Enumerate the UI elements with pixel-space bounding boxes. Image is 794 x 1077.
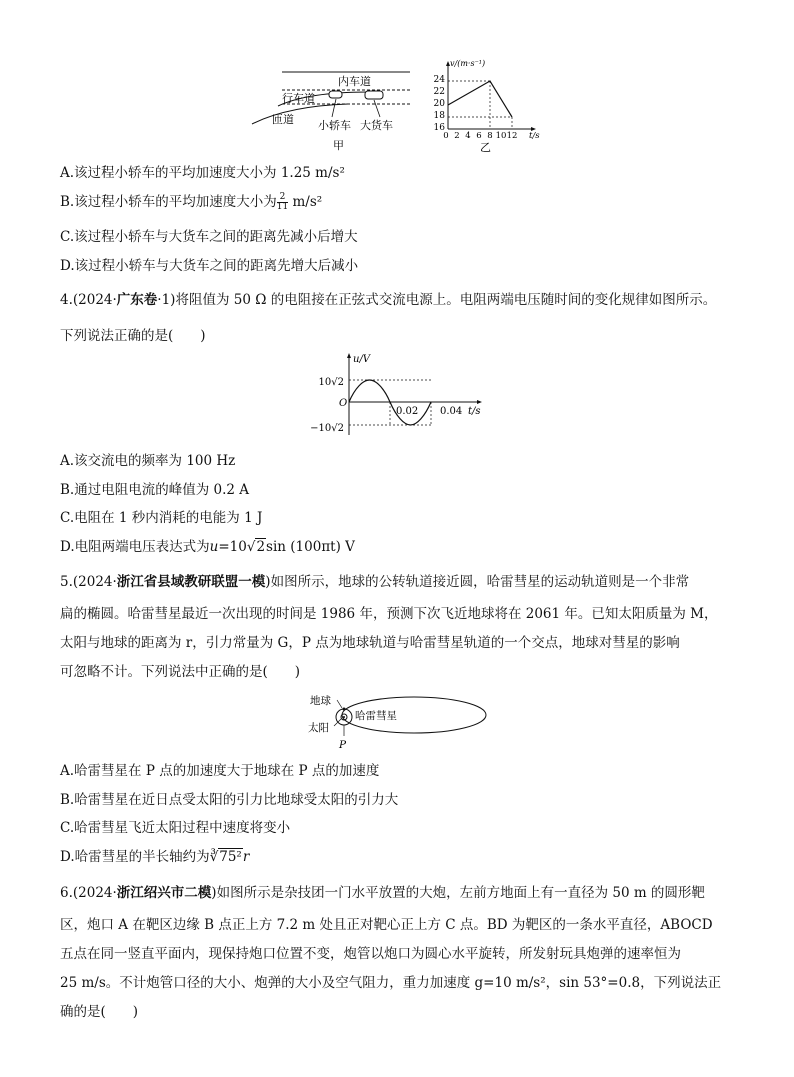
q6-source: 浙江绍兴市二模 [116, 885, 212, 901]
q3-option-b-unit: m/s² [288, 194, 323, 210]
big-truck-icon [365, 91, 383, 99]
q4-stem-line2: 下列说法正确的是( ) [60, 328, 206, 344]
lane-inner-label: 内车道 [338, 75, 371, 88]
sine-t2-label: 0.04 [440, 406, 463, 417]
sine-y-label: u/V [353, 354, 371, 365]
y-tick: 16 [433, 123, 445, 133]
small-car-label: 小轿车 [318, 119, 351, 132]
q4-option-d-tail: sin (100πt) V [266, 539, 355, 555]
comet-label: 哈雷彗星 [355, 710, 397, 722]
q4-option-d-radicand: 2 [256, 539, 266, 555]
y-tick: 22 [433, 87, 445, 97]
q5-stem-line1 [60, 572, 689, 592]
x-tick: 2 [454, 131, 460, 141]
x-tick: 8 [487, 131, 493, 141]
earth-icon [343, 708, 346, 711]
velocity-time-chart [428, 58, 548, 154]
q4-stem-line1 [60, 290, 716, 310]
q6-stem-line4: 25 m/s。不计炮管口径的大小、炮弹的大小及空气阻力，重力加速度 g=10 m/s²，sin 53°=0.8，下列说法正 [60, 975, 722, 991]
x-tick: 4 [465, 131, 471, 141]
q3-option-a: A.该过程小轿车的平均加速度大小为 1.25 m/s² [60, 165, 345, 181]
figure-caption-yi: 乙 [480, 141, 491, 154]
q5-stem-line4: 可忽略不计。下列说法中正确的是( ) [60, 664, 301, 680]
sine-t1-label: 0.02 [396, 406, 419, 417]
q6-stem-line3: 五点在同一竖直平面内，现保持炮口位置不变，炮管以炮口为圆心水平旋转，所发射玩具炮弹的速率恒为 [60, 946, 681, 962]
q6-stem-line1 [60, 883, 705, 903]
big-truck-label: 大货车 [360, 119, 393, 132]
q4-option-b: B.通过电阻电流的峰值为 0.2 A [60, 482, 250, 498]
y-tick: 24 [433, 75, 445, 85]
q5-option-d: D.哈雷彗星的半长轴约为∛75²r [60, 849, 250, 865]
chart-y-label: v/(m·s⁻¹) [450, 59, 486, 68]
q4-option-d-text: D.电阻两端电压表达式为 [60, 539, 210, 555]
small-car-icon [329, 91, 342, 98]
q5-option-b: B.哈雷彗星在近日点受太阳的引力比地球受太阳的引力大 [60, 792, 399, 808]
fraction-denominator: 11 [276, 202, 289, 212]
x-tick: 0 [443, 131, 449, 141]
sine-y-positive: 10√2 [318, 377, 344, 388]
x-tick: 6 [476, 131, 482, 141]
chart-x-label: t/s [529, 131, 540, 141]
q4-number: 4.(2024· [60, 292, 117, 308]
x-tick: 10 [495, 131, 507, 141]
lane-drive-label: 行车道 [282, 92, 315, 105]
earth-label: 地球 [310, 695, 331, 707]
q5-stem-text: )如图所示，地球的公转轨道接近圆，哈雷彗星的运动轨道则是一个非常 [265, 574, 690, 590]
q4-option-c: C.电阻在 1 秒内消耗的电能为 1 J [60, 510, 263, 526]
q5-option-a: A.哈雷彗星在 P 点的加速度大于地球在 P 点的加速度 [60, 763, 380, 779]
x-tick: 12 [506, 131, 518, 141]
orbit-figure [302, 690, 492, 754]
q6-number: 6.(2024· [60, 885, 117, 901]
sine-y-negative: −10√2 [310, 423, 344, 434]
q4-option-a: A.该交流电的频率为 100 Hz [60, 453, 236, 469]
q5-number: 5.(2024· [60, 574, 117, 590]
q4-source: 广东卷 [116, 292, 158, 308]
q4-option-d: D.电阻两端电压表达式为u=10√2sin (100πt) V [60, 539, 355, 555]
q3-option-d: D.该过程小轿车与大货车之间的距离先增大后减小 [60, 258, 359, 274]
sun-label: 太阳 [308, 722, 329, 734]
lane-ramp-label: 匝道 [272, 113, 294, 126]
velocity-line [448, 81, 512, 117]
q6-stem-line5: 确的是( ) [60, 1004, 139, 1020]
sine-origin: O [339, 398, 348, 409]
q5-option-d-radicand: 75² [219, 849, 242, 865]
q6-stem-text: )如图所示是杂技团一门水平放置的大炮，左前方地面上有一直径为 50 m 的圆形靶 [211, 885, 705, 901]
q5-option-d-variable: r [242, 849, 250, 865]
q5-option-c: C.哈雷彗星飞近太阳过程中速度将变小 [60, 820, 291, 836]
q3-option-c: C.该过程小轿车与大货车之间的距离先减小后增大 [60, 229, 358, 245]
sine-x-label: t/s [468, 406, 481, 417]
y-tick: 20 [433, 99, 445, 109]
q3-option-b [60, 192, 322, 212]
q4-option-d-variable: u [209, 539, 219, 555]
p-point-label: P [339, 739, 347, 751]
q5-source: 浙江省县域教研联盟一模 [116, 574, 266, 590]
q4-option-d-equals: =10 [218, 539, 247, 555]
figure-caption-jia: 甲 [333, 139, 344, 152]
q5-stem-line2: 扁的椭圆。哈雷彗星最近一次出现的时间是 1986 年，预测下次飞近地球将在 2061 年。已知太阳质量为 M， [60, 606, 718, 622]
voltage-sine-figure [300, 350, 500, 438]
q5-stem-line3: 太阳与地球的距离为 r，引力常量为 G，P 点为地球轨道与哈雷彗星轨道的一个交点，地球对彗星的影响 [60, 635, 680, 651]
q3-option-b-text: B.该过程小轿车的平均加速度大小为 [60, 194, 277, 210]
road-lanes-figure [248, 62, 418, 154]
q4-stem-text: ·1)将阻值为 50 Ω 的电阻接在正弦式交流电源上。电阻两端电压随时间的变化规律如图所示。 [157, 292, 717, 308]
fraction [277, 193, 288, 212]
q5-option-d-text: D.哈雷彗星的半长轴约为 [60, 849, 210, 865]
y-tick: 18 [433, 111, 445, 121]
fraction-numerator: 2 [277, 193, 288, 203]
q6-stem-line2: 区，炮口 A 在靶区边缘 B 点正上方 7.2 m 处且正对靶心正上方 C 点。BD 为靶区的一条水平直径，ABOCD [60, 917, 713, 933]
